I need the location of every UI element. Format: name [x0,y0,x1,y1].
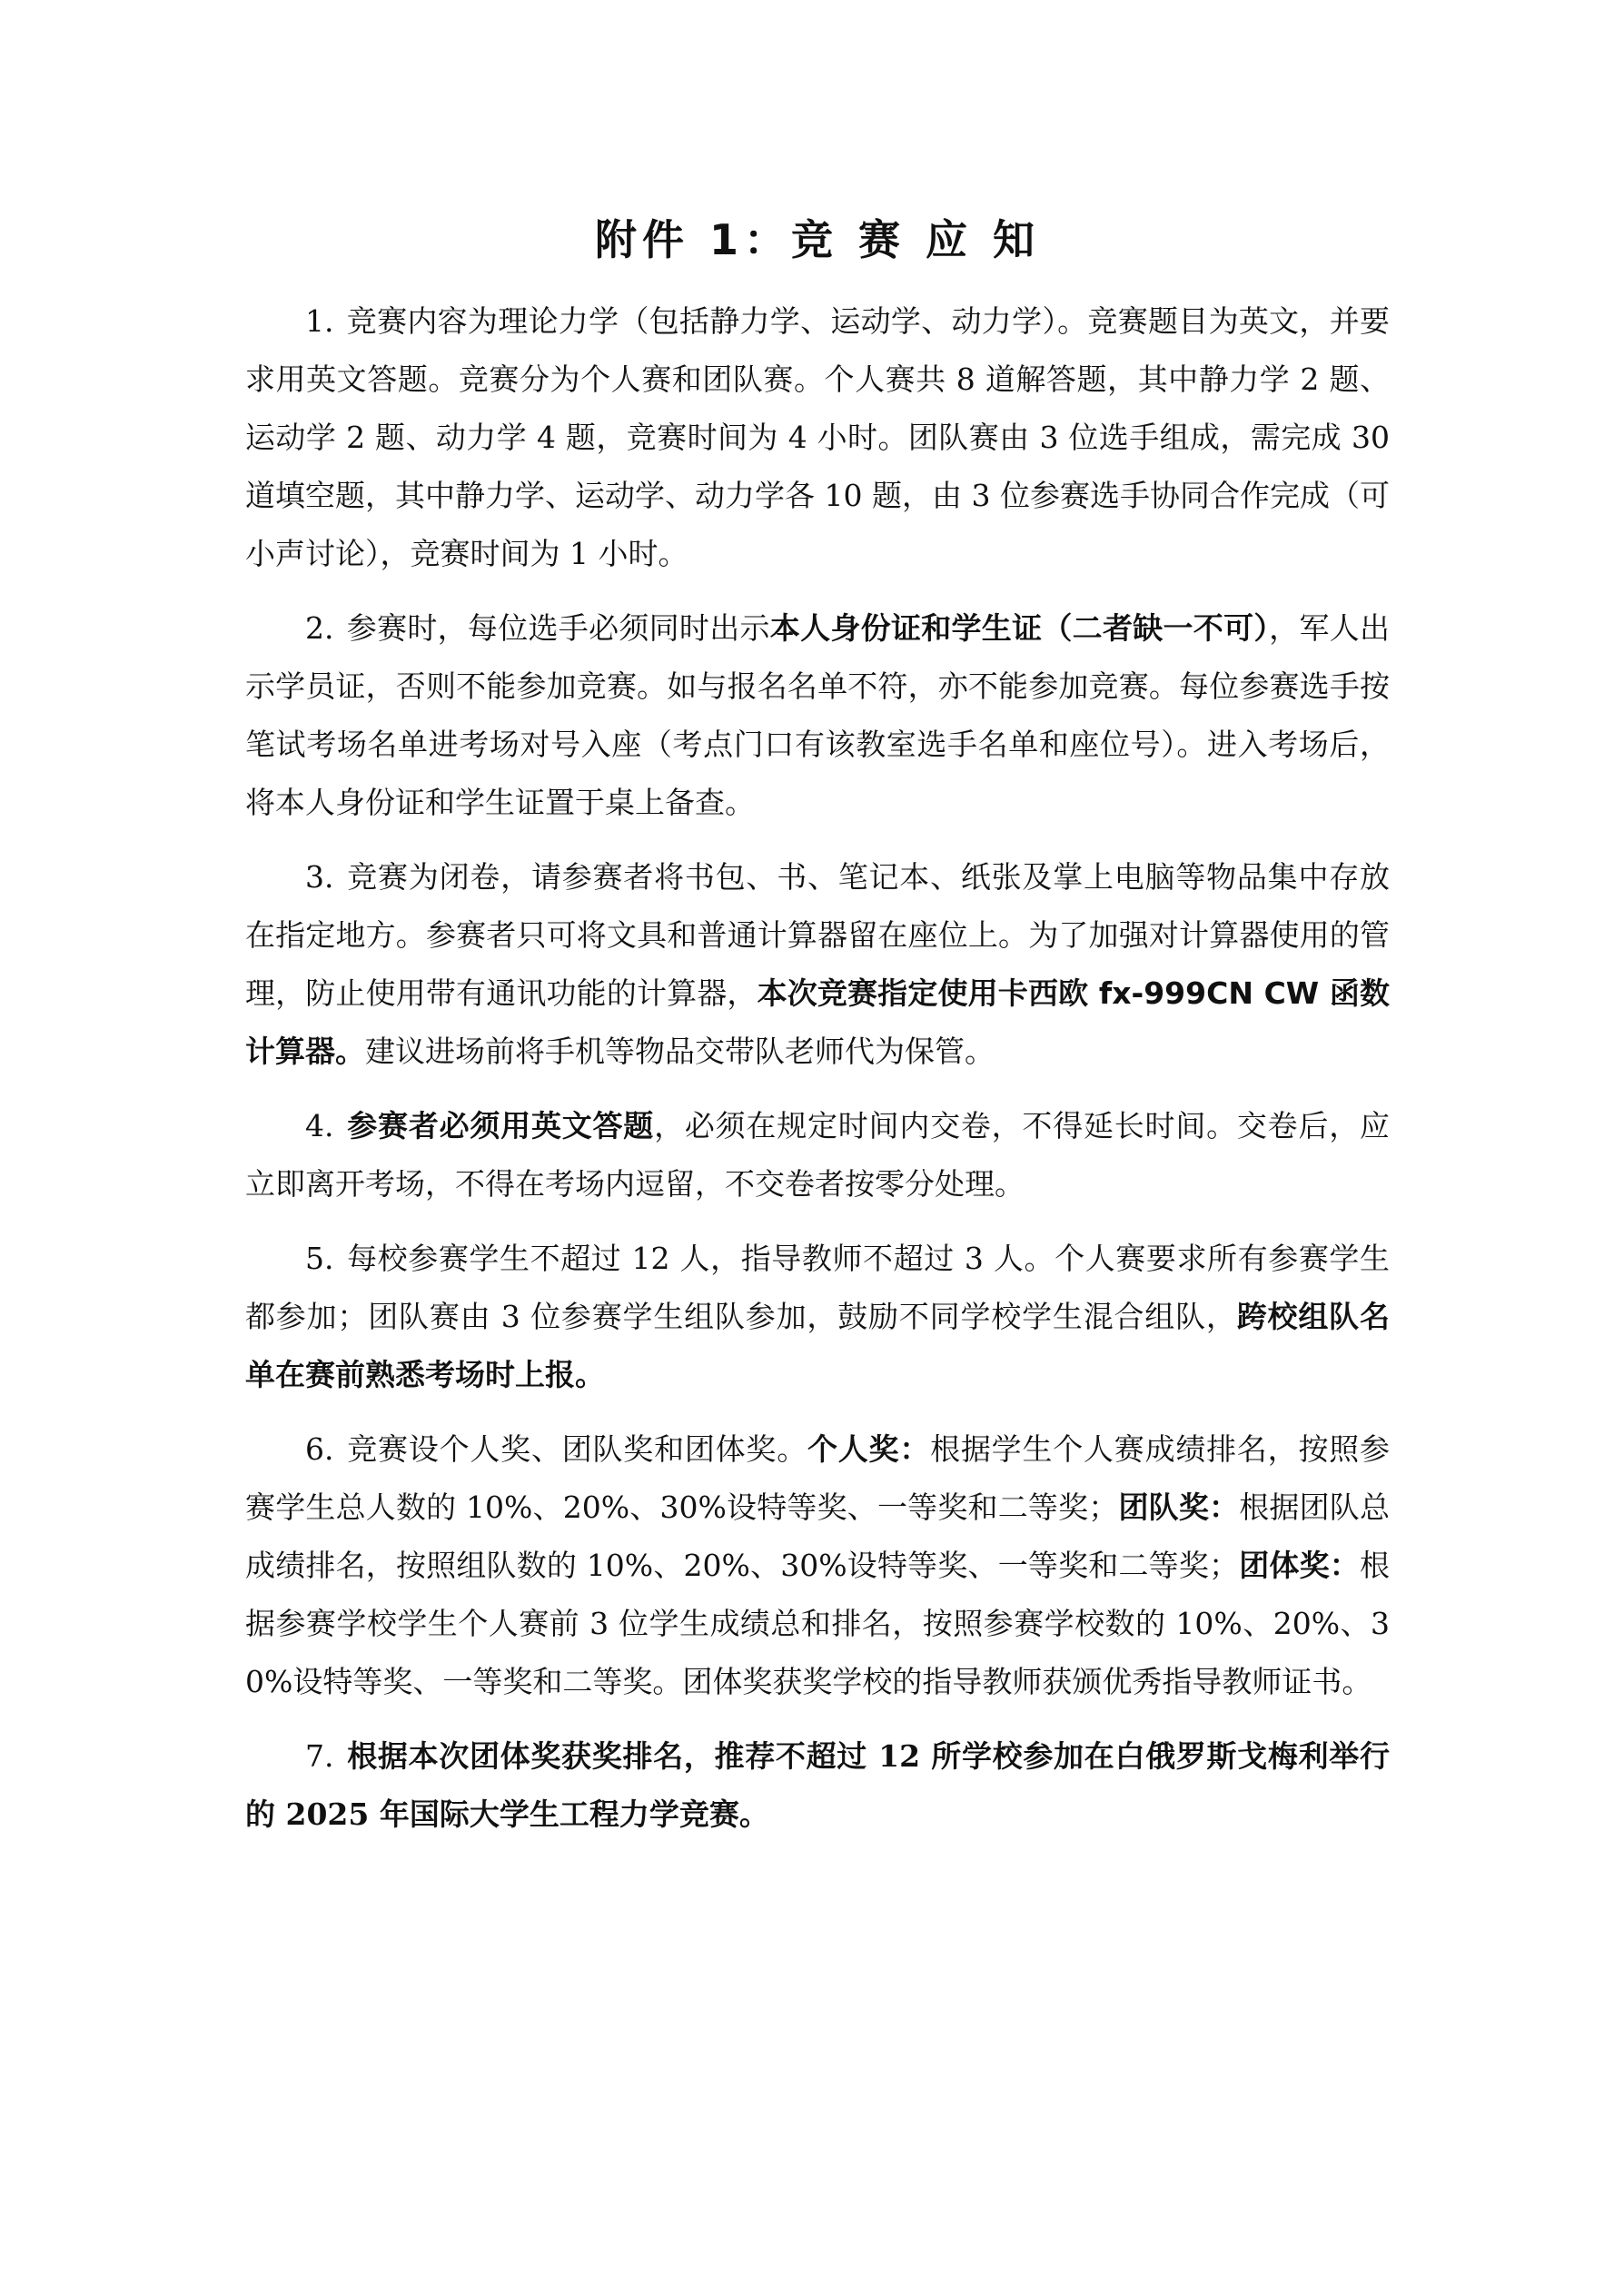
item-text: 竞赛为闭卷，请参赛者将书包、书、笔记本、纸张及掌上电脑等物品集中存放在指定地方。参赛者只可将文具和普通计算器留在座位上。为了加强对计算器使用的管理，防止使用带有通讯功能的计算器， [245,859,1390,1011]
item-number: 7. [305,1738,334,1774]
rule-item-6 [245,1420,1390,1711]
item-text-bold: 团队奖： [1118,1489,1240,1525]
item-text: 根据学生个人赛成绩排名，按照参赛学生总人数的 10%、20%、30%设特等奖、一等奖和二等奖； [245,1431,1391,1525]
item-text-bold: 本次竞赛指定使用卡西欧 fx-999CN CW 函数计算器。 [245,975,1390,1069]
item-text-bold: 团体奖： [1239,1548,1360,1583]
item-text: 根据参赛学校学生个人赛前 3 位学生成绩总和排名，按照参赛学校数的 10%、20%、30%设特等奖、一等奖和二等奖。团体奖获奖学校的指导教师获颁优秀指导教师证书。 [245,1548,1390,1699]
item-text-bold: 跨校组队名单在赛前熟悉考场时上报。 [245,1299,1390,1392]
item-number: 3. [305,859,334,895]
rule-item-3 [245,848,1390,1081]
item-number: 5. [305,1241,334,1276]
item-text: 竞赛设个人奖、团队奖和团体奖。 [346,1431,807,1467]
item-number: 4. [305,1108,334,1143]
rule-item-5 [245,1230,1390,1404]
item-text: 建议进场前将手机等物品交带队老师代为保管。 [365,1034,995,1069]
item-text-bold: 本人身份证和学生证（二者缺一不可） [769,610,1270,646]
rule-item-2 [245,599,1390,832]
rule-item-4 [245,1097,1390,1213]
item-number: 6. [305,1431,334,1467]
rule-item-7 [245,1727,1390,1844]
item-text: 竞赛内容为理论力学（包括静力学、运动学、动力学）。竞赛题目为英文，并要求用英文答题。竞赛分为个人赛和团队赛。个人赛共 8 道解答题，其中静力学 2 题、运动学 2 题、动力学 4 题，竞赛时间为 4 小时。团队赛由 3 位选手组成，需完成 30 道填空题，其中静力学、运动学、动力学各 10 题，由 3 位参赛选手协同合作完成（可小声讨论），竞赛时间为 1 小时。 [245,303,1390,571]
rule-item-1 [245,292,1390,583]
document-page [245,211,1390,1860]
item-text: ，必须在规定时间内交卷，不得延长时间。交卷后，应立即离开考场，不得在考场内逗留，不交卷者按零分处理。 [245,1108,1391,1202]
item-text: ，军人出示学员证，否则不能参加竞赛。如与报名名单不符，亦不能参加竞赛。每位参赛选手按笔试考场名单进考场对号入座（考点门口有该教室选手名单和座位号）。进入考场后，将本人身份证和学生证置于桌上备查。 [245,610,1391,820]
item-text-bold: 根据本次团体奖获奖排名，推荐不超过 12 所学校参加在白俄罗斯戈梅利举行的 2025 年国际大学生工程力学竞赛。 [245,1738,1390,1832]
item-text-bold: 参赛者必须用英文答题 [346,1108,655,1143]
item-number: 1. [305,303,334,339]
item-text: 根据团队总成绩排名，按照组队数的 10%、20%、30%设特等奖、一等奖和二等奖； [245,1489,1390,1583]
item-text: 每校参赛学生不超过 12 人，指导教师不超过 3 人。个人赛要求所有参赛学生都参加；团队赛由 3 位参赛学生组队参加，鼓励不同学校学生混合组队， [245,1241,1390,1334]
document-title: 附件 1：竞 赛 应 知 [594,215,1041,264]
item-number: 2. [305,610,334,646]
item-text: 参赛时，每位选手必须同时出示 [346,610,770,646]
item-text-bold: 个人奖： [807,1431,931,1467]
